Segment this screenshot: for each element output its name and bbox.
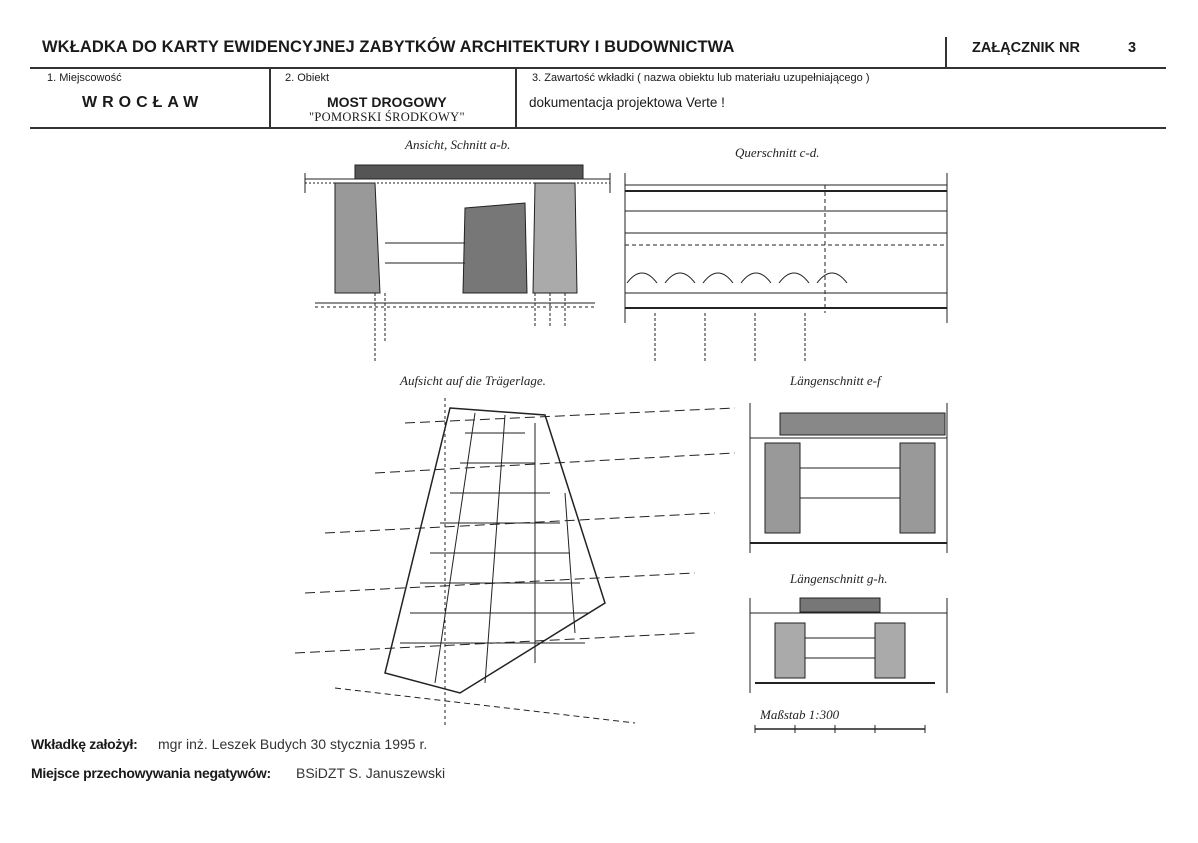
- author-label: Wkładkę założył:: [31, 736, 138, 752]
- laengs-ef-section: [750, 403, 947, 553]
- caption-massstab: Maßstab 1:300: [760, 707, 840, 722]
- author-value: mgr inż. Leszek Budych 30 stycznia 1995 r.: [158, 736, 428, 752]
- header-title: WKŁADKA DO KARTY EWIDENCYJNEJ ZABYTKÓW ARCHITEKTURY I BUDOWNICTWA: [42, 38, 735, 56]
- fields-rule: [30, 127, 1166, 129]
- scale-bar: [755, 725, 925, 733]
- storage-label: Miejsce przechowywania negatywów:: [31, 765, 271, 781]
- caption-laengs-ef: Längenschnitt e-f: [790, 373, 881, 388]
- zawartosc-value: dokumentacja projektowa Verte !: [529, 95, 725, 110]
- field-divider-2: [515, 68, 517, 127]
- aufsicht-plan: [295, 398, 735, 728]
- quer-section: [625, 173, 947, 363]
- annex-number: 3: [1128, 40, 1137, 56]
- miejscowosc-value: WROCŁAW: [82, 94, 204, 111]
- annex-label: ZAŁĄCZNIK NR: [972, 40, 1080, 56]
- field-divider-1: [269, 68, 271, 127]
- caption-aufsicht: Aufsicht auf die Trägerlage.: [400, 373, 546, 388]
- header-divider: [945, 37, 947, 68]
- caption-quer: Querschnitt c-d.: [735, 145, 820, 160]
- caption-laengs-gh: Längenschnitt g-h.: [790, 571, 888, 586]
- zawartosc-label: 3. Zawartość wkładki ( nazwa obiektu lub materiału uzupełniającego ): [532, 72, 870, 84]
- caption-ansicht: Ansicht, Schnitt a-b.: [405, 137, 511, 152]
- ansicht-section: [305, 165, 610, 363]
- technical-drawing: [235, 133, 972, 733]
- header-rule: [30, 67, 1166, 69]
- obiekt-value-line1: MOST DROGOWY: [327, 94, 447, 110]
- storage-value: BSiDZT S. Januszewski: [296, 765, 446, 781]
- obiekt-value-line2: "POMORSKI ŚRODKOWY": [309, 110, 465, 124]
- laengs-gh-section: [750, 598, 947, 693]
- miejscowosc-label: 1. Miejscowość: [47, 72, 122, 84]
- obiekt-label: 2. Obiekt: [285, 72, 330, 84]
